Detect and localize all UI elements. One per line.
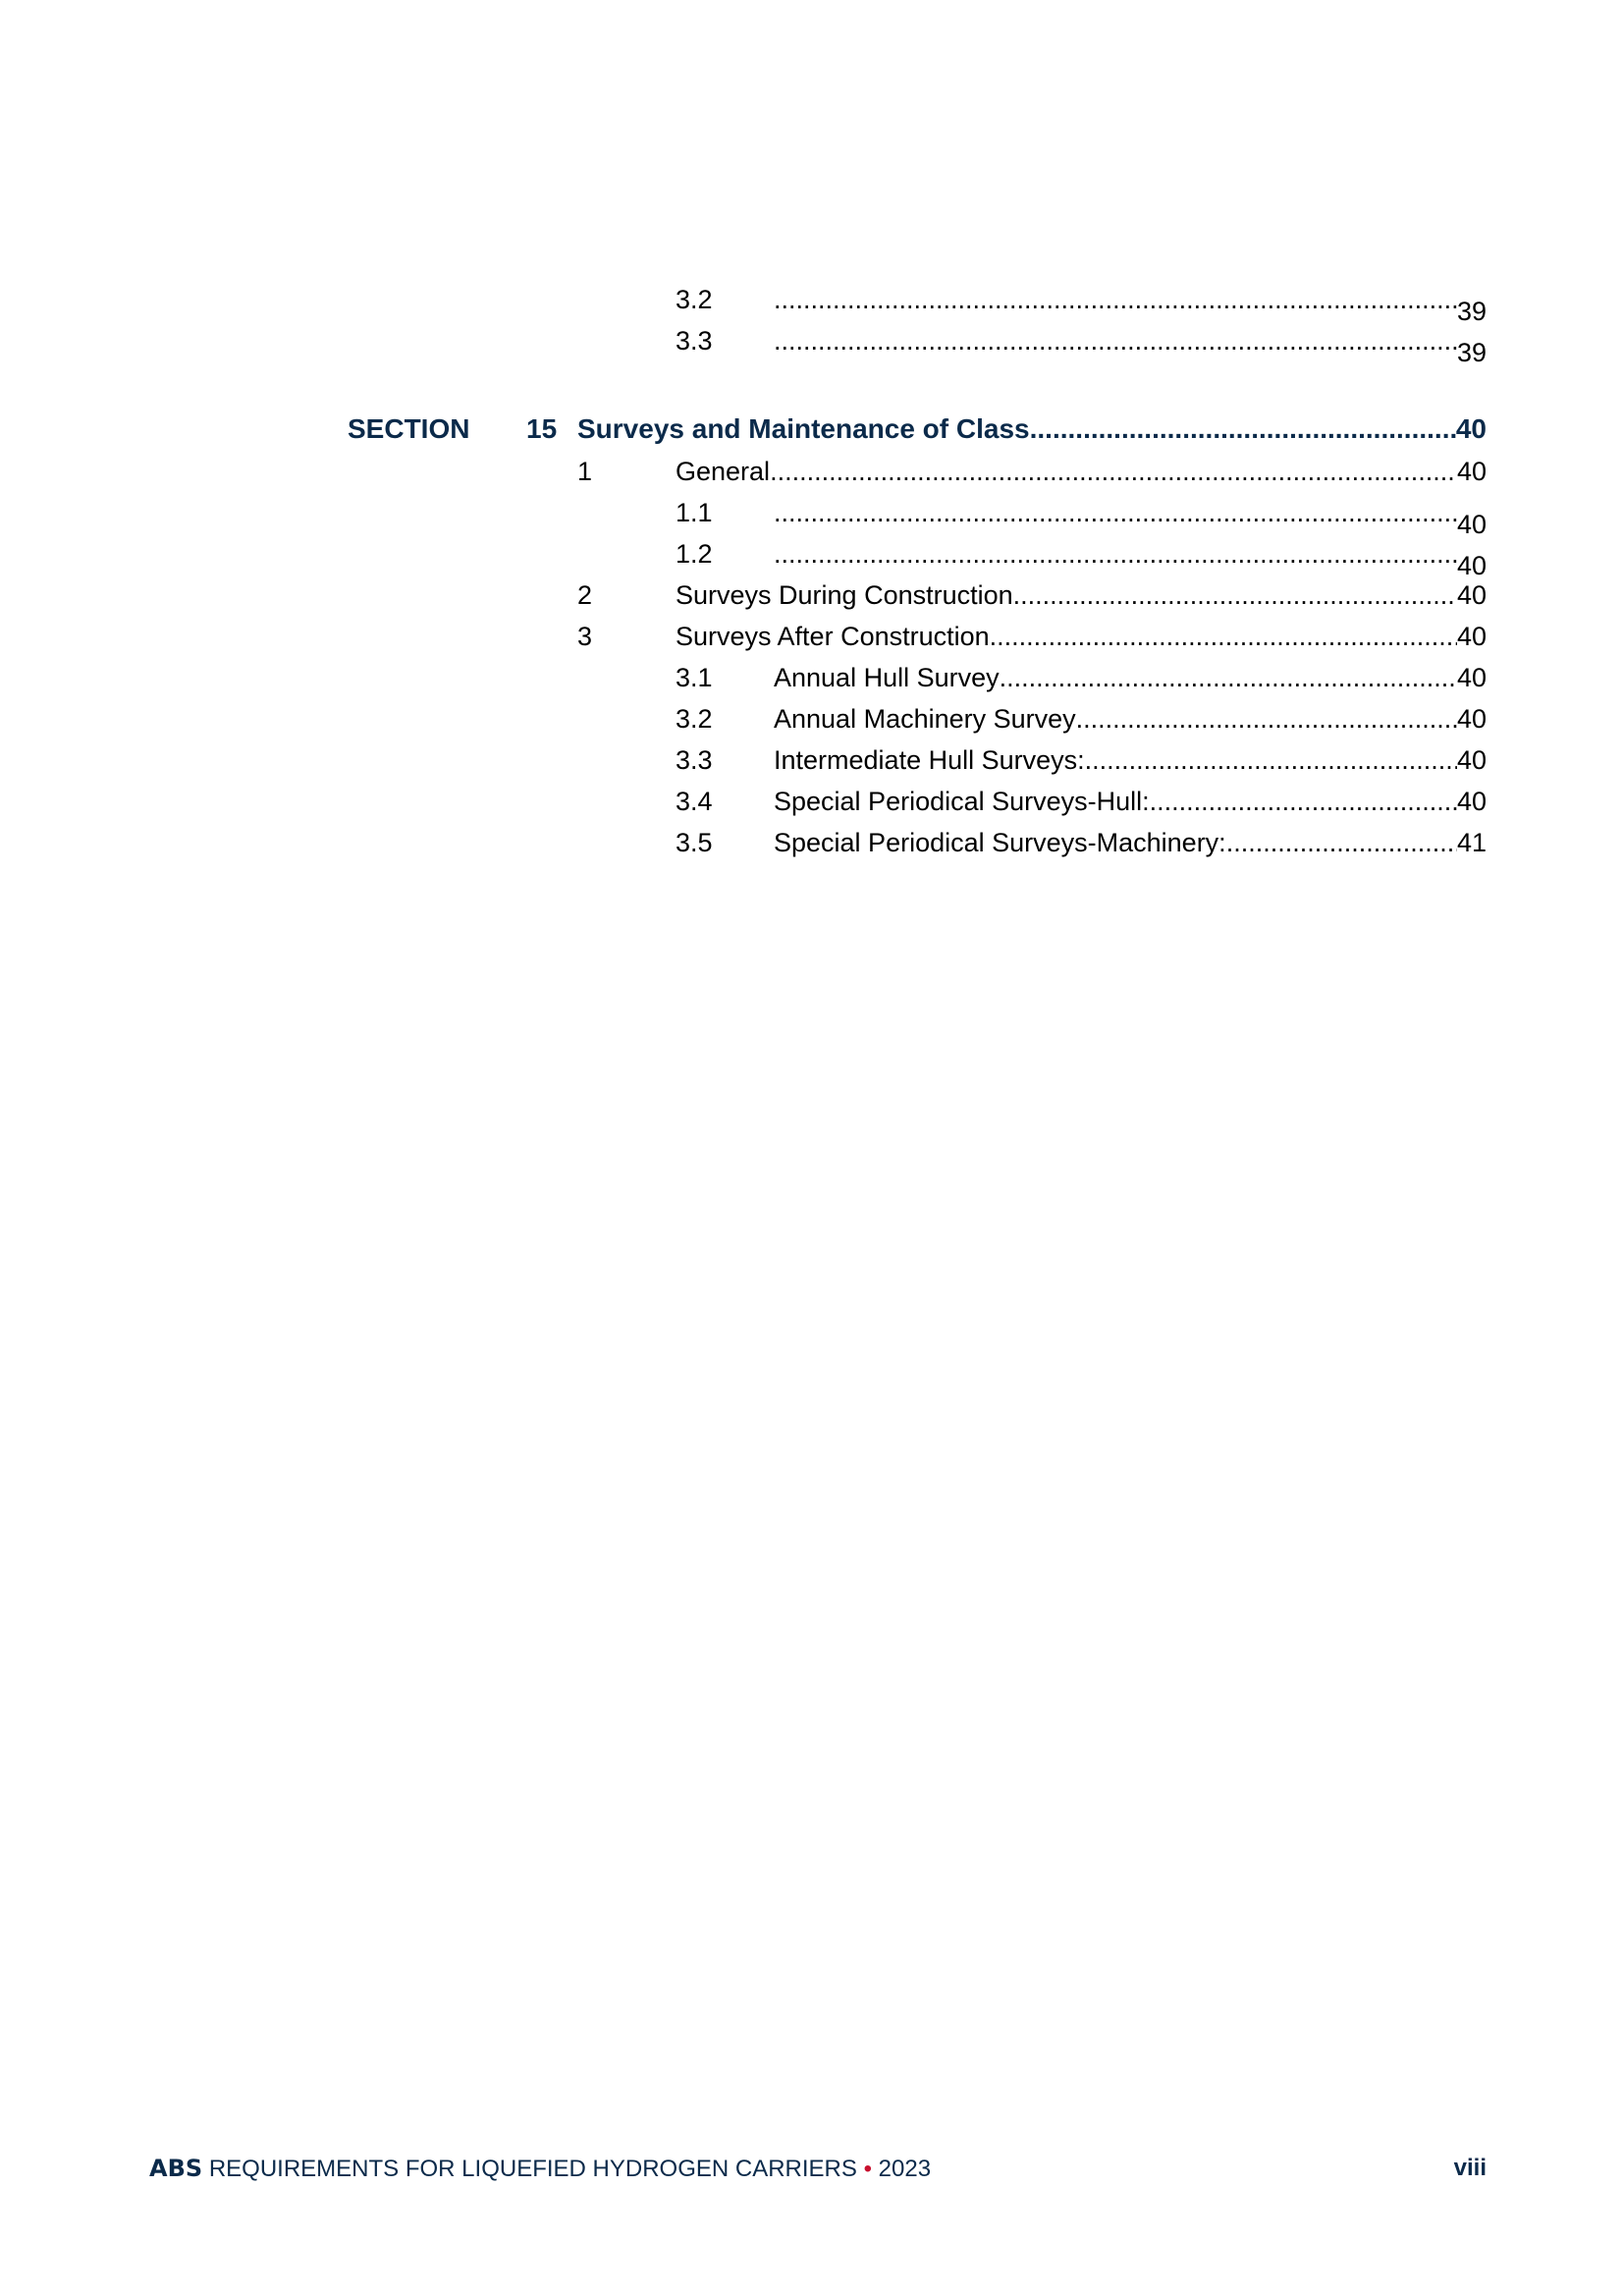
section-number: 15 [526,413,558,444]
toc-entry[interactable] [774,698,1487,739]
toc-entry-number: 3.1 [676,663,713,692]
toc-entry[interactable] [774,781,1487,822]
toc-entry[interactable] [774,739,1487,781]
document-year: 2023 [878,2156,932,2182]
toc-entry-number: 2 [577,580,593,610]
toc-entry-title: Surveys During Construction [676,580,1013,610]
footer-bullet: • [863,2156,872,2182]
toc-entry-title: General [676,457,771,486]
section-title: Surveys and Maintenance of Class [577,413,1030,444]
toc-entry-page: 39 [1456,338,1487,367]
page-number: viii [1453,2155,1487,2181]
document-title: REQUIREMENTS FOR LIQUEFIED HYDROGEN CARRIERS [208,2156,857,2182]
toc-entry-page: 40 [1456,457,1487,486]
toc-entry-title: Intermediate Hull Surveys: [774,745,1085,775]
toc-entry-number: 3.3 [676,326,713,355]
toc-entry-page: 40 [1456,580,1487,610]
toc-entry-page: 40 [1456,663,1487,692]
section-label: SECTION [348,413,470,444]
section-heading[interactable] [577,408,1487,451]
toc-entry-title: Special Periodical Surveys-Machinery: [774,828,1226,857]
toc-entry[interactable] [676,574,1487,616]
toc-entry[interactable] [676,451,1487,492]
toc-entry-number: 3 [577,622,593,651]
toc-entry-page: 40 [1456,551,1487,580]
section-page: 40 [1455,413,1487,444]
toc-entry-page: 40 [1456,510,1487,539]
toc-entry[interactable] [774,822,1487,863]
toc-entry-number: 3.5 [676,828,713,857]
toc-entry-page: 40 [1456,745,1487,775]
toc-entry-title: Annual Hull Survey [774,663,1000,692]
toc-entry-page: 40 [1456,704,1487,734]
toc-entry[interactable] [774,320,1487,373]
toc-entry-title: Annual Machinery Survey [774,704,1076,734]
toc-entry[interactable] [676,616,1487,657]
toc-entry-number: 3.4 [676,787,713,816]
toc-entry-title: Special Periodical Surveys-Hull: [774,787,1150,816]
toc-entry-page: 40 [1456,622,1487,651]
toc-entry-number: 3.2 [676,285,713,314]
page-footer [149,2153,1487,2185]
toc-entry-page: 39 [1456,297,1487,326]
toc-entry-title: Surveys After Construction [676,622,990,651]
toc-entry-number: 3.2 [676,704,713,734]
toc-entry-number: 1.2 [676,539,713,569]
toc-entry-page: 40 [1456,787,1487,816]
brand-logo-text: ABS [149,2155,203,2182]
toc-entry-page: 41 [1456,828,1487,857]
toc-entry-number: 1.1 [676,498,713,527]
toc-entry-number: 1 [577,457,593,486]
toc-entry-number: 3.3 [676,745,713,775]
toc-entry[interactable] [774,657,1487,698]
